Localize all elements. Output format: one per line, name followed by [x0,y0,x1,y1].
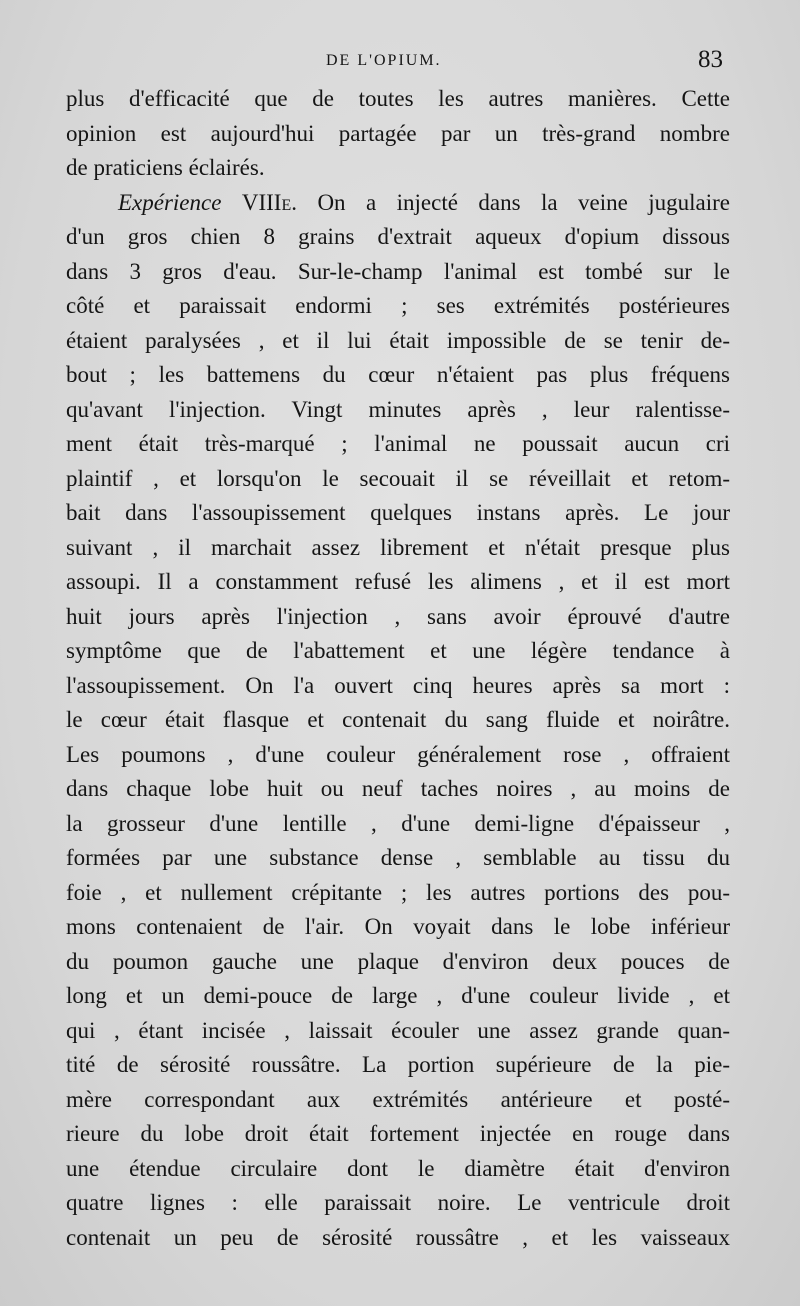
experience-label: Expérience [118,189,222,215]
text-line: d'un gros chien 8 grains d'extrait aqueux d'opium dissous [66,224,730,249]
text-line: la grosseur d'une lentille , d'une demi-ligne d'épaisseur , [66,810,730,836]
text-line: mère correspondant aux extrémités antérieure et posté- [66,1086,730,1112]
text-line: formées par une substance dense , semblable au tissu du [66,845,730,870]
text-line: étaient paralysées , et il lui était impossible de se tenir de- [66,327,730,353]
text-line: côté et paraissait endormi ; ses extrémités postérieures [66,293,730,318]
text-line: rieure du lobe droit était fortement injectée en rouge dans [66,1121,730,1146]
first-line-text: On a injecté dans la veine jugulaire [297,189,730,215]
experience-lines [66,220,730,1255]
text-line: dans 3 gros d'eau. Sur-le-champ l'animal est tombé sur le [66,258,730,284]
page-header [0,46,800,86]
text-line: qu'avant l'injection. Vingt minutes après , leur ralentisse- [66,396,730,422]
text-line: contenait un peu de sérosité roussâtre , et les vaisseaux [66,1224,730,1250]
text-line: assoupi. Il a constamment refusé les alimens , et il est mort [66,569,730,594]
running-title: DE L'OPIUM. [326,52,442,69]
text-line: dans chaque lobe huit ou neuf taches noires , au moins de [66,776,730,801]
text-line: plus d'efficacité que de toutes les autres manières. Cette [66,86,730,111]
text-line: ment était très-marqué ; l'animal ne poussait aucun cri [66,431,730,456]
text-line: quatre lignes : elle paraissait noire. Le ventricule droit [66,1190,730,1215]
text-line: long et un demi-pouce de large , d'une couleur livide , et [66,983,730,1008]
text-line: tité de sérosité roussâtre. La portion supérieure de la pie- [66,1052,730,1077]
text-line: plaintif , et lorsqu'on le secouait il se réveillait et retom- [66,465,730,491]
text-line: Les poumons , d'une couleur généralement rose , offraient [66,741,730,767]
text-line: opinion est aujourd'hui partagée par un très-grand nombre [66,120,730,146]
text-line: symptôme que de l'abattement et une légère tendance à [66,638,730,663]
text-line: qui , étant incisée , laissait écouler une assez grande quan- [66,1017,730,1043]
text-line: du poumon gauche une plaque d'environ deux pouces de [66,948,730,974]
text-line: foie , et nullement crépitante ; les autres portions des pou- [66,879,730,905]
text-line: mons contenaient de l'air. On voyait dans le lobe inférieur [66,914,730,939]
text-line: le cœur était flasque et contenait du sang fluide et noirâtre. [66,707,730,732]
text-line: huit jours après l'injection , sans avoir éprouvé d'autre [66,603,730,629]
page-number: 83 [698,46,723,73]
text-line: l'assoupissement. On l'a ouvert cinq heures après sa mort : [66,672,730,698]
experience-numeral: VIIIe. [241,189,297,215]
text-line-first [66,186,730,221]
text-line: une étendue circulaire dont le diamètre était d'environ [66,1155,730,1181]
body-text [66,82,730,1255]
text-line: suivant , il marchait assez librement et n'était presque plus [66,534,730,560]
paragraph-experience [66,186,730,1256]
text-line: de praticiens éclairés. [66,155,265,180]
text-line: bout ; les battemens du cœur n'étaient pas plus fréquens [66,362,730,387]
paragraph-continuation [66,82,730,186]
text-line: bait dans l'assoupissement quelques instans après. Le jour [66,500,730,525]
